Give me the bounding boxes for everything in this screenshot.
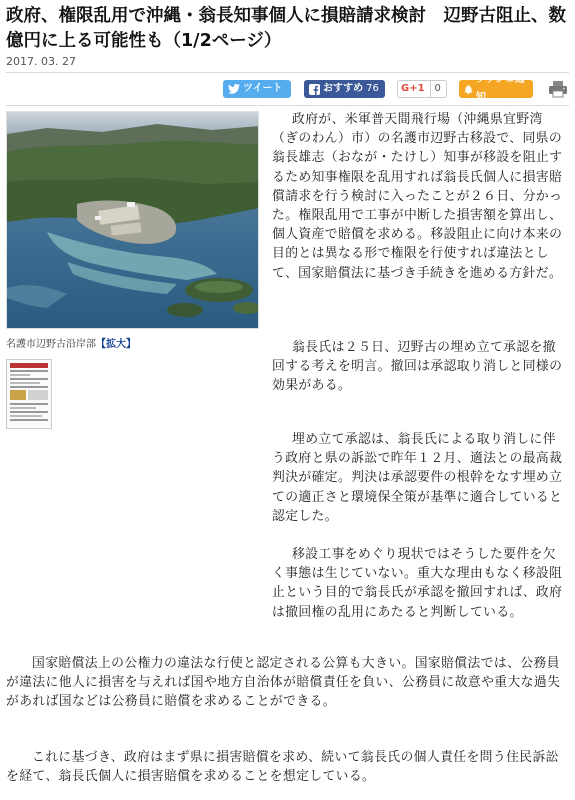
photo-caption-text: 名護市辺野古沿岸部 [6,339,96,350]
tweet-label: ツイート [243,83,283,94]
article-photo[interactable] [6,111,259,329]
share-bar [6,72,569,106]
bell-icon [464,84,473,95]
article-paragraph-1: 政府が、米軍普天間飛行場（沖縄県宜野湾（ぎのわん）市）の名護市辺野古移設で、同県の翁長雄志（おなが・たけし）知事が移設を阻止するため知事権限を乱用すれば翁長氏個人に損害賠償請求を行う検討に入ったことが２６日、分かった。権限乱用で工事が中断した損害額を算出し、個人資産で賠償を求める。移設阻止に向け本来の目的とは異なる形で権限を行使すれば違法として、国家賠償法に基づき手続きを進める方針だ。 [272,112,563,281]
facebook-icon [309,84,320,95]
facebook-recommend-button[interactable] [304,80,385,98]
article-date: 2017. 03. 27 [6,55,76,68]
article-title: 政府、権限乱用で沖縄・翁長知事個人に損賠請求検討 辺野古阻止、数億円に上る可能性も（1/2ページ） [6,6,566,51]
chart-thumbnail [7,360,51,428]
facebook-label: おすすめ [323,83,364,94]
aerial-coast-photo [7,112,259,329]
printer-icon[interactable] [548,80,568,98]
google-plus-count: 0 [430,80,441,98]
article-paragraph-3: 埋め立て承認は、翁長氏による取り消しに伴う政府と県の訴訟で昨年１２月、適法との最高裁判決が確定。判決は承認要件の根幹をなす埋め立ての適正さと環境保全策が基準に適合していると認定した。 [272,432,563,524]
article-paragraph-6: これに基づき、政府はまず県に損害賠償を求め、続いて翁長氏の個人責任を問う住民訴訟を経て、翁長氏個人に損害賠償を求めることを想定している。 [6,750,559,785]
article-paragraph-2: 翁長氏は２５日、辺野古の埋め立て承認を撤回する考えを明言。撤回は承認取り消しと同様の効果がある。 [272,340,563,394]
photo-caption [6,335,136,350]
tweet-button[interactable] [223,80,291,98]
thumbnail-image[interactable] [6,359,52,429]
push-label: プッシュ通知 [475,74,525,103]
article-paragraph-4: 移設工事をめぐり現状ではそうした要件を欠く事態は生じていない。重大な理由もなく移設阻止という目的で翁長氏が承認を撤回すれば、政府は撤回権の乱用にあたると判断している。 [272,547,563,620]
zoom-link[interactable]: 【拡大】 [96,339,136,350]
article-paragraph-5: 国家賠償法上の公権力の違法な行使と認定される公算も大きい。国家賠償法では、公務員が違法に他人に損害を与えれば国や地方自治体が賠償責任を負い、公務員に故意や重大な過失があれば国などは公務員に賠償を求めることができる。 [6,656,561,710]
google-plus-label: G+1 [401,83,425,94]
twitter-bird-icon [228,84,240,94]
push-notification-button[interactable] [459,74,533,103]
facebook-count: 76 [366,83,379,94]
google-plus-button[interactable] [397,80,447,98]
